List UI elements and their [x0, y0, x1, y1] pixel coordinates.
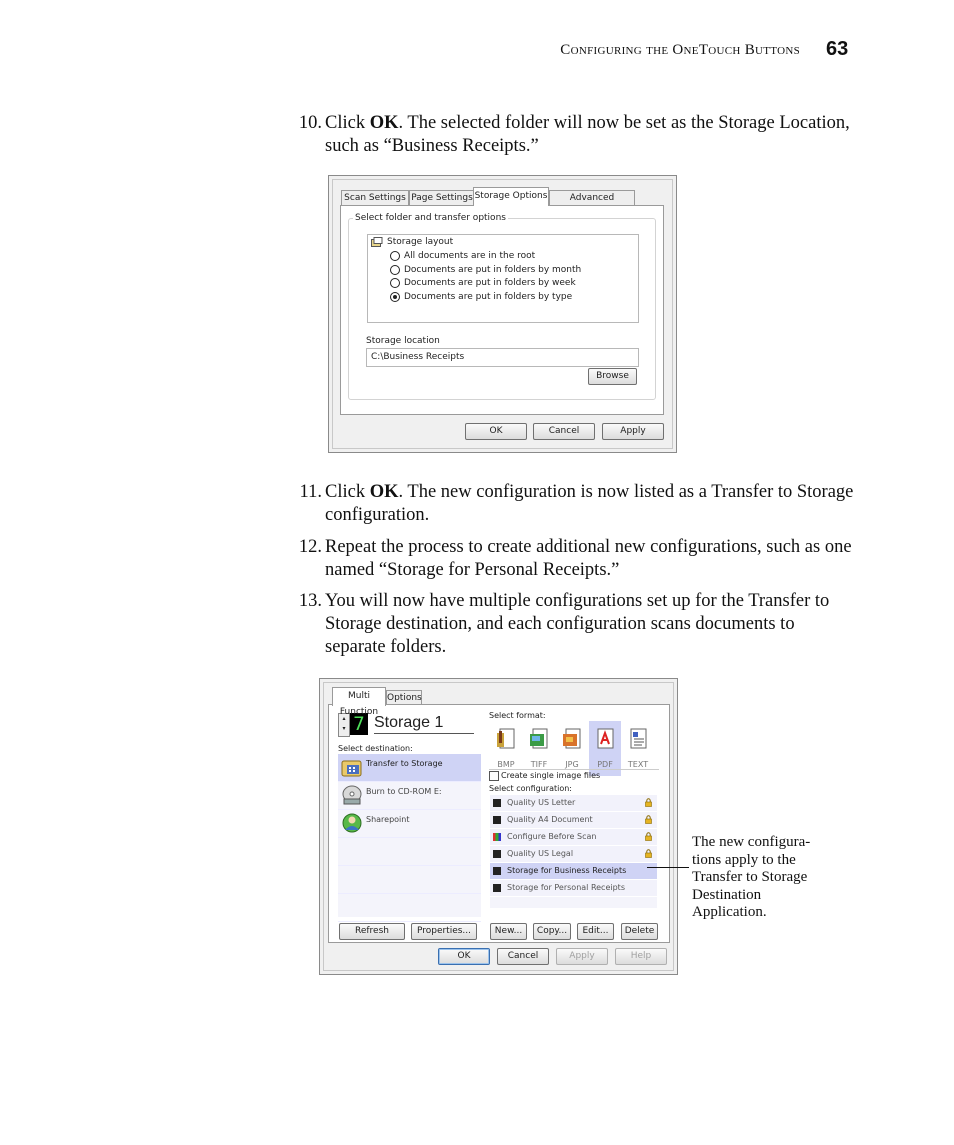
bmp-icon [495, 727, 517, 751]
list-item [338, 894, 481, 922]
sharepoint-icon [341, 812, 363, 834]
jpg-icon [561, 727, 583, 751]
apply-button[interactable]: Apply [556, 948, 608, 965]
list-item[interactable] [490, 795, 657, 812]
tab-panel [340, 205, 664, 415]
config-icon [493, 884, 501, 892]
config-label: Configure Before Scan [507, 832, 597, 841]
callout-line-text: Transfer to Storage [692, 869, 808, 886]
ok-button[interactable]: OK [438, 948, 490, 965]
config-label: Storage for Business Receipts [507, 866, 627, 875]
tab-panel [328, 704, 670, 943]
running-header: Configuring the OneTouch Buttons [560, 42, 800, 58]
radio-type[interactable] [390, 292, 400, 302]
group-label: Select folder and transfer options [355, 213, 506, 223]
callout-line-text: tions apply to the [692, 851, 796, 868]
step-text: . The selected folder will now be set as the Storage Location, such as “Business Receipts.” [325, 113, 850, 156]
page-number: 63 [826, 38, 849, 60]
single-image-checkbox[interactable] [489, 771, 499, 781]
ok-button[interactable]: OK [465, 423, 527, 440]
step-text: Click [325, 482, 370, 502]
select-format-label: Select format: [489, 711, 546, 720]
tab-options[interactable]: Options [386, 690, 422, 706]
format-divider [489, 769, 659, 770]
storage-icon [341, 756, 363, 778]
config-label: Storage for Personal Receipts [507, 883, 625, 892]
format-pdf[interactable] [589, 721, 621, 776]
format-jpg[interactable] [556, 721, 588, 776]
browse-button[interactable]: Browse [588, 368, 637, 385]
storage-layout-box [367, 234, 639, 323]
lock-icon [645, 798, 652, 807]
tab-multi-function[interactable]: Multi Function [332, 687, 386, 706]
format-label: PDF [597, 760, 613, 769]
select-destination-label: Select destination: [338, 744, 413, 753]
step-text: You will now have multiple configurations set up for the Transfer to Storage destination, and each configuration scans documents to separate folders. [325, 591, 830, 657]
button-number-display: 7 [350, 713, 368, 735]
storage-layout-label: Storage layout [387, 237, 454, 247]
callout-line-text: Application. [692, 904, 767, 921]
storage-location-label: Storage location [366, 336, 440, 346]
cd-drive-icon [341, 784, 363, 806]
apply-button[interactable]: Apply [602, 423, 664, 440]
delete-button[interactable]: Delete [621, 923, 658, 940]
format-text[interactable] [622, 721, 654, 776]
new-button[interactable]: New... [490, 923, 527, 940]
list-item [338, 866, 481, 894]
config-label: Quality US Letter [507, 798, 576, 807]
step-number: 13. [298, 591, 322, 611]
list-item[interactable] [490, 829, 657, 846]
list-item[interactable] [338, 782, 481, 810]
config-icon [493, 799, 501, 807]
tab-scan-settings[interactable]: Scan Settings [341, 190, 409, 206]
single-image-label: Create single image files [501, 771, 601, 780]
step-13 [290, 590, 855, 659]
list-item[interactable] [490, 846, 657, 863]
list-item [338, 838, 481, 866]
select-configuration-label: Select configuration: [489, 784, 572, 793]
format-label: TIFF [530, 760, 548, 769]
lock-icon [645, 815, 652, 824]
format-label: JPG [565, 760, 579, 769]
config-color-icon [493, 833, 501, 841]
cancel-button[interactable]: Cancel [533, 423, 595, 440]
text-icon [627, 727, 649, 751]
copy-button[interactable]: Copy... [533, 923, 571, 940]
refresh-button[interactable]: Refresh [339, 923, 405, 940]
tiff-icon [528, 727, 550, 751]
format-label: BMP [497, 760, 515, 769]
storage-location-value: C:\Business Receipts [371, 352, 465, 362]
radio-week[interactable] [390, 278, 400, 288]
lock-icon [645, 849, 652, 858]
radio-root[interactable] [390, 251, 400, 261]
step-number: 10. [298, 113, 322, 133]
destination-list [338, 754, 481, 917]
tab-page-settings[interactable]: Page Settings [409, 190, 475, 206]
step-number: 12. [298, 537, 322, 557]
step-text: . The new configuration is now listed as a Transfer to Storage configuration. [325, 482, 854, 525]
destination-label: Sharepoint [366, 815, 410, 824]
config-icon [493, 816, 501, 824]
callout-text [692, 834, 832, 922]
properties-button[interactable]: Properties... [411, 923, 477, 940]
format-label: TEXT [627, 760, 649, 769]
config-icon [493, 867, 501, 875]
storage-options-dialog [328, 175, 677, 453]
list-item[interactable] [338, 754, 481, 782]
onetouch-properties-dialog [319, 678, 678, 975]
button-number-spinner[interactable]: ▾ [338, 713, 350, 737]
list-item[interactable] [490, 863, 657, 880]
destination-label: Transfer to Storage [366, 759, 443, 768]
list-item[interactable] [490, 812, 657, 829]
destination-label: Burn to CD-ROM E: [366, 787, 442, 796]
radio-label: Documents are put in folders by month [404, 265, 582, 275]
callout-line-text: Destination [692, 886, 762, 903]
edit-button[interactable]: Edit... [577, 923, 614, 940]
radio-label: Documents are put in folders by type [404, 292, 573, 302]
step-bold: OK [369, 482, 399, 502]
storage-layout-icon [371, 237, 383, 248]
configuration-list [490, 795, 657, 908]
format-strip [490, 721, 660, 776]
callout-line-text: The new configura- [692, 834, 811, 850]
step-10 [290, 112, 855, 158]
step-text: Repeat the process to create additional new configurations, such as one named “Storage for Personal Receipts.” [325, 537, 852, 580]
step-12 [290, 536, 855, 582]
storage-location-field[interactable] [366, 348, 639, 367]
radio-label: Documents are put in folders by week [404, 278, 576, 288]
step-text: Click [325, 113, 370, 133]
pdf-icon [594, 727, 616, 751]
radio-label: All documents are in the root [404, 251, 536, 261]
step-number: 11. [299, 482, 322, 502]
step-11 [290, 481, 855, 527]
list-item[interactable] [338, 810, 481, 838]
lock-icon [645, 832, 652, 841]
tab-advanced-settings[interactable]: Advanced [549, 190, 635, 206]
callout-line [647, 867, 689, 868]
tab-storage-options[interactable]: Storage Options [473, 187, 549, 206]
config-icon [493, 850, 501, 858]
help-button[interactable]: Help [615, 948, 667, 965]
destination-title: Storage 1 [374, 713, 474, 734]
config-label: Quality A4 Document [507, 815, 593, 824]
config-label: Quality US Legal [507, 849, 574, 858]
format-bmp[interactable] [490, 721, 522, 776]
cancel-button[interactable]: Cancel [497, 948, 549, 965]
format-tiff[interactable] [523, 721, 555, 776]
radio-month[interactable] [390, 265, 400, 275]
list-item[interactable] [490, 880, 657, 897]
step-bold: OK [369, 113, 399, 133]
